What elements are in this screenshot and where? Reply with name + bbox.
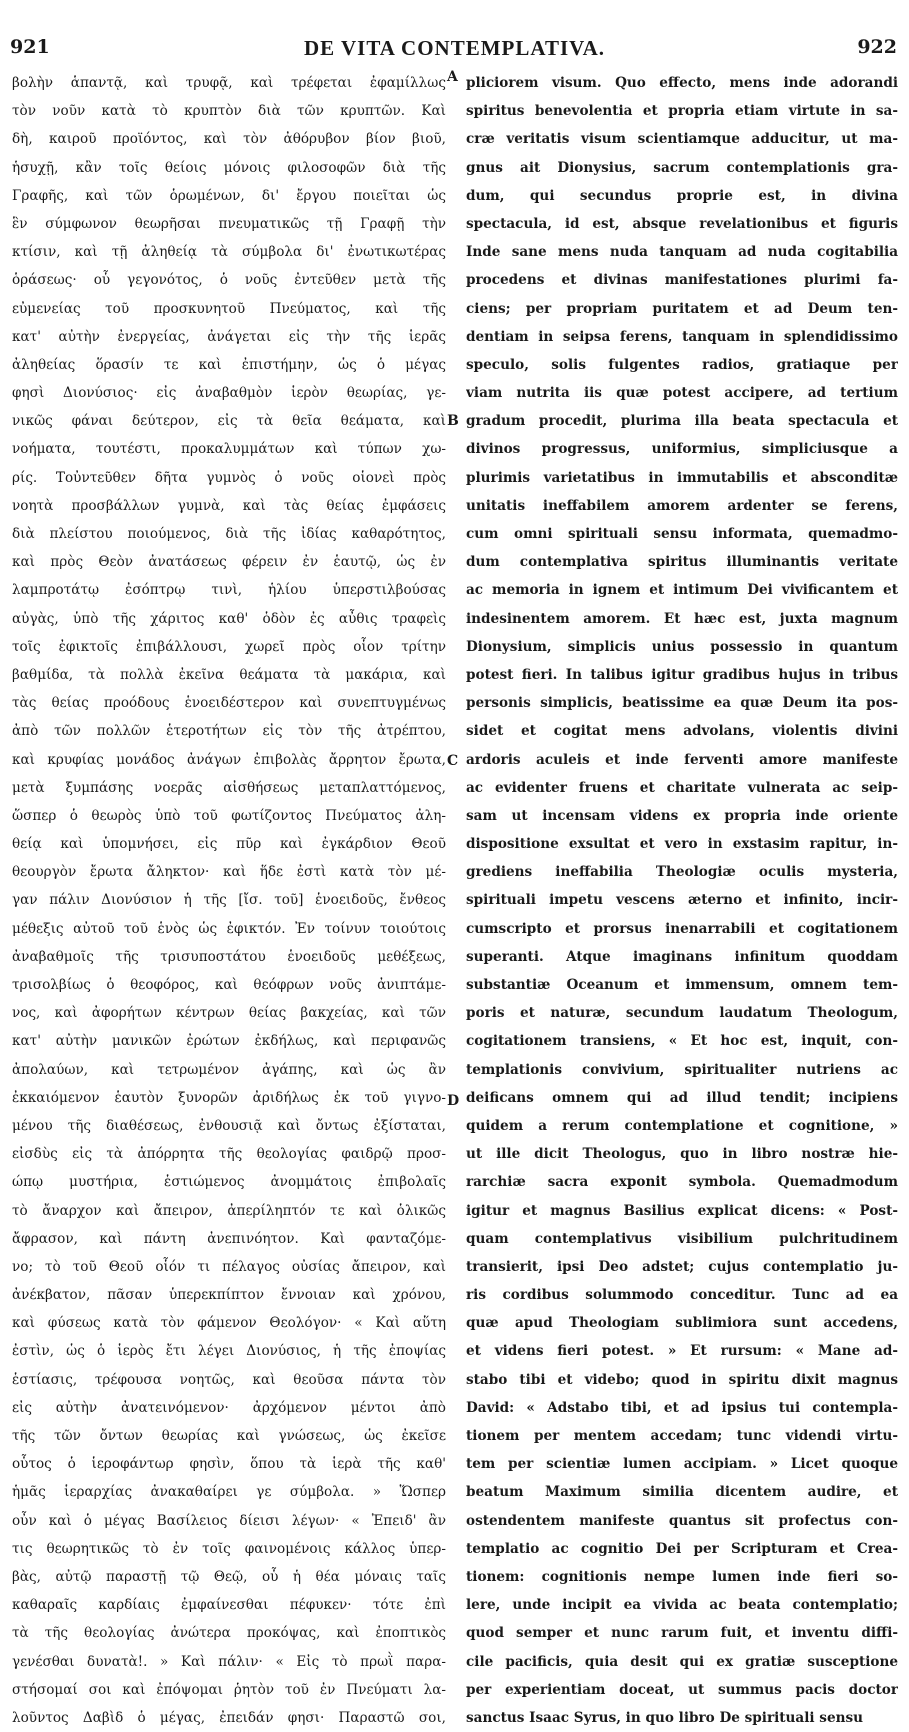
latin-text-line: per experientiam doceat, ut summus pacis doctor xyxy=(466,1681,898,1698)
latin-text-line: viam nutrita iis quæ potest accipere, ad tertium xyxy=(466,385,898,402)
greek-text-line: νικῶς φάναι δεύτερον, εἰς τὰ θεῖα θεάματα, καὶ xyxy=(12,413,446,430)
greek-text-line: τὸν νοῦν κατὰ τὸ κρυπτὸν διὰ τῶν κρυπτῶν. Καὶ xyxy=(12,103,446,120)
greek-text-line: ἐστὶν, ὡς ὁ ἱερὸς ἔτι λέγει Διονύσιος, ἡ τῆς ἐποψίας xyxy=(12,1343,446,1360)
greek-text-line: ὁράσεως· οὗ γεγονότος, ὁ νοῦς ἐντεῦθεν μετὰ τῆς xyxy=(12,272,446,289)
margin-letter-a: A xyxy=(447,69,458,85)
greek-text-line: τὰ τῆς θεολογίας ἀνώτερα προκόψας, καὶ ἐποπτικὸς xyxy=(12,1625,446,1642)
greek-text-line: στήσομαί σοι καὶ ἐπόψομαι ῥητὸν τοῦ ἐν Πνεύματι λα- xyxy=(12,1681,446,1698)
greek-text-line: καὶ πρὸς Θεὸν ἀνατάσεως φέρειν ἐν ἑαυτῷ, ὡς ἐν xyxy=(12,554,446,571)
latin-text-line: David: « Adstabo tibi, et ad ipsius tui contempla- xyxy=(466,1399,898,1416)
latin-text-line: gradum procedit, plurima illa beata spectacula et xyxy=(466,413,898,430)
latin-text-line: divinos progressus, uniformius, simpliciusque a xyxy=(466,441,898,458)
latin-text-line: Dionysium, simplicis unius possessio in quantum xyxy=(466,638,898,655)
latin-text-line: substantiæ Oceanum et immensum, omnem tem- xyxy=(466,977,898,993)
margin-letter-d: D xyxy=(447,1093,460,1109)
latin-text-line: beatum Maximum similia dicentem audire, et xyxy=(466,1484,898,1501)
greek-text-line: ρίς. Τοὐντεῦθεν δῆτα γυμνὸς ὁ νοῦς οἱονεὶ πρὸς xyxy=(12,469,446,486)
latin-text-line: poris et naturæ, secundum laudatum Theologum, xyxy=(466,1005,898,1022)
greek-text-line: ἀνέκβατον, πᾶσαν ὑπερεκπίπτον ἔννοιαν καὶ χρόνου, xyxy=(12,1287,446,1304)
latin-text-line: rarchiæ sacra exponit symbola. Quemadmodum xyxy=(466,1174,898,1191)
latin-text-line: plurimis varietatibus in immutabilis et absconditæ xyxy=(466,469,898,486)
greek-text-line: Γραφῆς, καὶ τῶν ὁρωμένων, δι' ἔργου ποιεῖται ὡς xyxy=(12,187,446,204)
greek-text-line: λοῦντος Δαβὶδ ὁ μέγας, ἐπειδάν φησι· Παραστῶ σοι, xyxy=(12,1709,446,1726)
latin-text-line: transierit, ipsi Deo adstet; cujus contemplatio ju- xyxy=(466,1258,898,1275)
latin-text-line: templatio ac cognitio Dei per Scripturam et Crea- xyxy=(466,1540,898,1557)
latin-text-line: spectacula, id est, absque revelationibus et figuris xyxy=(466,215,898,232)
greek-text-line: βαθμίδα, τὰ πολλὰ ἐκεῖνα θεάματα τὰ μακάρια, καὶ xyxy=(12,666,446,683)
latin-text-line: stabo tibi et videbo; quod in spiritu dixit magnus xyxy=(466,1371,898,1388)
latin-text-line: dum, qui secundus proprie est, in divina xyxy=(466,187,898,204)
latin-text-line: sidet et cogitat mens advolans, violentis divini xyxy=(466,723,898,740)
greek-text-line: τοῖς ἐφικτοῖς ἐπιβάλλουσι, χωρεῖ πρὸς οἷον τρίτην xyxy=(12,638,446,655)
latin-text-line: unitatis ineffabilem amorem ardenter se ferens, xyxy=(466,497,898,514)
latin-text-line: quæ apud Theologiam sublimiora sunt accedens, xyxy=(466,1315,898,1332)
greek-column xyxy=(12,69,446,1732)
latin-text-line: Inde sane mens nuda tanquam ad nuda cogitabilia xyxy=(466,244,898,261)
running-header xyxy=(0,36,909,66)
latin-text-line: ac memoria in ignem et intimum Dei vivificantem et xyxy=(466,582,898,599)
greek-text-line: κτίσιν, καὶ τῇ ἀληθείᾳ τὰ σύμβολα δι' ἐνωτικωτέρας xyxy=(12,244,446,261)
latin-text-line: spirituali impetu vescens æterno et infinito, incir- xyxy=(466,892,898,909)
greek-text-line: τὸ ἄναρχον καὶ ἄπειρον, ἀπερίληπτόν τε καὶ ὁλικῶς xyxy=(12,1202,446,1219)
latin-text-line: tionem per mentem accedam; tunc videndi virtu- xyxy=(466,1428,898,1444)
running-title: DE VITA CONTEMPLATIVA. xyxy=(303,36,606,60)
greek-text-line: μένου τῆς διαθέσεως, ἐνθουσιᾷ καὶ ὄντως ἐξίσταται, xyxy=(12,1117,446,1134)
greek-text-line: βολὴν ἁπαντᾷ, καὶ τρυφᾷ, καὶ τρέφεται ἐφαμίλλως xyxy=(12,75,446,91)
latin-text-line: et videns fieri potest. » Et rursum: « Mane ad- xyxy=(466,1343,898,1360)
greek-text-line: νο; τὸ τοῦ Θεοῦ οἷόν τι πέλαγος οὐσίας ἄπειρον, καὶ xyxy=(12,1258,446,1275)
greek-text-line: κατ' αὐτὴν ἐνεργείας, ἀνάγεται εἰς τὴν τῆς ἱερᾶς xyxy=(12,328,446,345)
greek-text-line: ώπῳ μυστήρια, ἑστιώμενος ἀνομμάτοις ἐπιβολαῖς xyxy=(12,1174,446,1191)
latin-text-line: ciens; per propriam puritatem et ad Deum ten- xyxy=(466,300,898,317)
greek-text-line: τρισολβίως ὁ θεοφόρος, καὶ θεόφρων νοῦς ἀνιπτάμε- xyxy=(12,977,446,993)
greek-text-line: τις θεωρητικῶς τὸ ἐν τοῖς φαινομένοις κάλλος ὑπερ- xyxy=(12,1540,446,1557)
greek-text-line: τὰς θείας προόδους ἑνοειδέστερον καὶ συνεπτυγμένως xyxy=(12,695,446,712)
latin-text-line: cum omni spirituali sensu informata, quemadmo- xyxy=(466,526,898,542)
latin-text-line: procedens et divinas manifestationes plurimi fa- xyxy=(466,272,898,289)
greek-text-line: θείᾳ καὶ ὑπομνήσει, εἰς πῦρ καὶ ἐγκάρδιον Θεοῦ xyxy=(12,836,446,853)
latin-text-line: potest fieri. In talibus igitur gradibus hujus in tribus xyxy=(466,666,898,683)
greek-text-line: μέθεξις αὐτοῦ τοῦ ἑνὸς ὡς ἐφικτόν. Ἐν τοίνυν τοιούτοις xyxy=(12,920,446,937)
greek-text-line: ἀπὸ τῶν πολλῶν ἑτεροτήτων εἰς τὸν τῆς ἀτρέπτου, xyxy=(12,723,446,740)
greek-text-line: καθαραῖς καρδίαις ἐμφαίνεσθαι πέφυκεν· τότε ἐπὶ xyxy=(12,1597,446,1614)
greek-text-line: εὐμενείας τοῦ προσκυνητοῦ Πνεύματος, καὶ τῆς xyxy=(12,300,446,317)
greek-text-line: ἑστίασις, τρέφουσα νοητῶς, καὶ θεοῦσα πάντα τὸν xyxy=(12,1371,446,1388)
latin-text-line: dentiam in seipsa ferens, tanquam in splendidissimo xyxy=(466,328,898,345)
page-number-left: 921 xyxy=(10,36,50,58)
greek-text-line: ἐκκαιόμενον ἑαυτὸν ξυνορῶν ἀριδήλως ἐκ τοῦ γιγνο- xyxy=(12,1089,446,1106)
latin-text-line: sanctus Isaac Syrus, in quo libro De spirituali sensu xyxy=(466,1709,864,1726)
latin-text-line: sam ut incensam videns ex propria inde oriente xyxy=(466,807,898,824)
greek-text-line: μετὰ ξυμπάσης νοερᾶς αἰσθήσεως μεταπλαττόμενος, xyxy=(12,779,446,796)
latin-text-line: grediens ineffabilia Theologiæ oculis mysteria, xyxy=(466,864,898,881)
greek-text-line: καὶ φύσεως κατὰ τὸν φάμενον Θεολόγον· « Καὶ αὕτη xyxy=(12,1315,446,1332)
greek-text-line: νοήματα, τουτέστι, προκαλυμμάτων καὶ τύπων χω- xyxy=(12,441,446,458)
greek-text-line: ἀληθείας ὅρασίν τε καὶ ἐπιστήμην, ὡς ὁ μέγας xyxy=(12,356,446,373)
latin-text-line: quod semper et nunc rarum fuit, et inventu diffi- xyxy=(466,1625,898,1642)
latin-text-line: spiritus benevolentia et propria etiam virtute in sa- xyxy=(466,103,898,120)
greek-text-line: ἡσυχῇ, κἂν τοῖς θείοις μόνοις φιλοσοφῶν διὰ τῆς xyxy=(12,159,446,176)
greek-text-line: ἡμᾶς ἱεραρχίας ἀνακαθαίρει γε σύμβολα. » Ὥσπερ xyxy=(12,1484,446,1501)
latin-column xyxy=(466,69,898,1732)
greek-text-line: ἀπολαύων, καὶ τετρωμένον ἀγάπης, καὶ ὡς ἂν xyxy=(12,1061,446,1078)
greek-text-line: ὥσπερ ὁ θεωρὸς ὑπὸ τοῦ φωτίζοντος Πνεύματος ἀλη- xyxy=(12,807,446,824)
latin-text-line: ut ille dicit Theologus, quo in libro nostræ hie- xyxy=(466,1146,898,1163)
latin-text-line: superanti. Atque imaginans infinitum quoddam xyxy=(466,948,898,965)
margin-letter-c: C xyxy=(447,753,459,769)
latin-text-line: ostendentem manifeste quantus sit profectus con- xyxy=(466,1512,898,1529)
greek-text-line: οὗτος ὁ ἱεροφάντωρ φησὶν, ὅπου τὰ ἱερὰ τῆς καθ' xyxy=(12,1456,446,1473)
greek-text-line: φησὶ Διονύσιος· εἰς ἀναβαθμὸν ἱερὸν θεωρίας, γε- xyxy=(12,385,446,402)
greek-text-line: νοητὰ προσβάλλων γυμνὰ, καὶ τὰς θείας ἐμφάσεις xyxy=(12,497,446,514)
greek-text-line: τῆς τῶν ὄντων θεωρίας καὶ γνώσεως, ὡς ἐκεῖσε xyxy=(12,1428,446,1444)
latin-text-line: cumscripto et prorsus inenarrabili et cogitationem xyxy=(466,920,898,937)
greek-text-line: καὶ κρυφίας μονάδος ἀνάγων ἐπιβολὰς ἄρρητον ἔρωτα, xyxy=(12,751,446,768)
latin-text-line: gnus ait Dionysius, sacrum contemplationis gra- xyxy=(466,159,898,176)
latin-text-line: ardoris aculeis et inde ferventi amore manifeste xyxy=(466,751,898,768)
greek-text-line: θεουργὸν ἔρωτα ἄληκτον· καὶ ἥδε ἐστὶ κατὰ τὸν μέ- xyxy=(12,864,446,881)
margin-letter-b: B xyxy=(447,413,459,429)
latin-text-line: cogitationem transiens, « Et hoc est, inquit, con- xyxy=(466,1033,898,1050)
latin-text-line: ac evidenter fruens et charitate vulnerata ac seip- xyxy=(466,779,898,796)
latin-text-line: templationis convivium, spiritualiter nutriens ac xyxy=(466,1061,898,1078)
greek-text-line: λαμπροτάτῳ ἐσόπτρῳ τινὶ, ἡλίου ὑπερστιλβούσας xyxy=(12,582,446,599)
greek-text-line: γαν πάλιν Διονύσιον ἡ τῆς [ἴσ. τοῦ] ἑνοειδοῦς, ἔνθεος xyxy=(12,892,446,909)
latin-text-line: pliciorem visum. Quo effecto, mens inde adorandi xyxy=(466,75,898,91)
latin-text-line: lere, unde incipit ea vivida ac beata contemplatio; xyxy=(466,1597,898,1614)
latin-text-line: cræ veritatis visum scientiamque adducitur, ut ma- xyxy=(466,131,898,148)
latin-text-line: dispositione exsultat et vero in exstasim rapitur, in- xyxy=(466,836,898,853)
greek-text-line: ἀναβαθμοῖς τῆς τρισυποστάτου ἑνοειδοῦς μεθέξεως, xyxy=(12,948,446,965)
greek-text-line: οὖν καὶ ὁ μέγας Βασίλειος δίεισι λέγων· « Ἐπειδ' ἂν xyxy=(12,1512,446,1529)
latin-text-line: tem per scientiæ lumen accipiam. » Licet quoque xyxy=(466,1456,898,1473)
greek-text-line: αὐγὰς, ὑπὸ τῆς χάριτος καθ' ὁδὸν ἐς αὖθις τραφεὶς xyxy=(12,610,446,627)
latin-text-line: personis simplicis, beatissime ea quæ Deum ita pos- xyxy=(466,695,898,712)
greek-text-line: εἰς αὐτὴν ἀνατεινόμενον· ἀρχόμενον μέντοι ἀπὸ xyxy=(12,1399,446,1416)
latin-text-line: dum contemplativa spiritus illuminantis veritate xyxy=(466,554,898,571)
greek-text-line: βὰς, αὐτῷ παραστῇ τῷ Θεῷ, οὗ ἡ θέα μόναις ταῖς xyxy=(12,1568,446,1585)
greek-text-line: ἄφρασον, καὶ πάντη ἀνεπινόητον. Καὶ φανταζόμε- xyxy=(12,1230,446,1247)
latin-text-line: igitur et magnus Basilius explicat dicens: « Post- xyxy=(466,1202,898,1219)
greek-text-line: κατ' αὐτὴν μανικῶν ἐρώτων ἐκδήλως, καὶ περιφανῶς xyxy=(12,1033,446,1050)
greek-text-line: ἓν σύμφωνον θεωρῆσαι πνευματικῶς τῇ Γραφῇ τὴν xyxy=(12,215,446,232)
greek-text-line: νος, καὶ ἀφορήτων κέντρων θείας βακχείας, καὶ τῶν xyxy=(12,1005,446,1022)
greek-text-line: γενέσθαι δυνατὰ!. » Καὶ πάλιν· « Εἰς τὸ πρωῒ παρα- xyxy=(12,1653,446,1670)
page-number-right: 922 xyxy=(857,36,897,58)
latin-text-line: cile pacificis, quia desit qui ex gratiæ susceptione xyxy=(466,1653,898,1670)
greek-text-line: διὰ πλείστου ποιούμενος, διὰ τῆς ἰδίας καθαρότητος, xyxy=(12,526,446,542)
greek-text-line: εἰσδὺς εἰς τὰ ἀπόρρητα τῆς θεολογίας φαιδρῷ προσ- xyxy=(12,1146,446,1163)
latin-text-line: tionem: cognitionis nempe lumen inde fieri so- xyxy=(466,1568,898,1585)
latin-text-line: indesinentem amorem. Et hæc est, juxta magnum xyxy=(466,610,898,627)
latin-text-line: quam contemplativus visibilium pulchritudinem xyxy=(466,1230,898,1247)
latin-text-line: deificans omnem qui ad illud tendit; incipiens xyxy=(466,1089,898,1106)
greek-text-line: δὴ, καιροῦ προϊόντος, καὶ τὸν ἀθόρυβον βίον βιοῦ, xyxy=(12,131,446,148)
latin-text-line: ris cordibus solummodo conceditur. Tunc ad ea xyxy=(466,1287,898,1304)
latin-text-line: speculo, solis fulgentes radios, gratiaque per xyxy=(466,356,898,373)
latin-text-line: quidem a rerum contemplatione et cognitione, » xyxy=(466,1117,898,1134)
